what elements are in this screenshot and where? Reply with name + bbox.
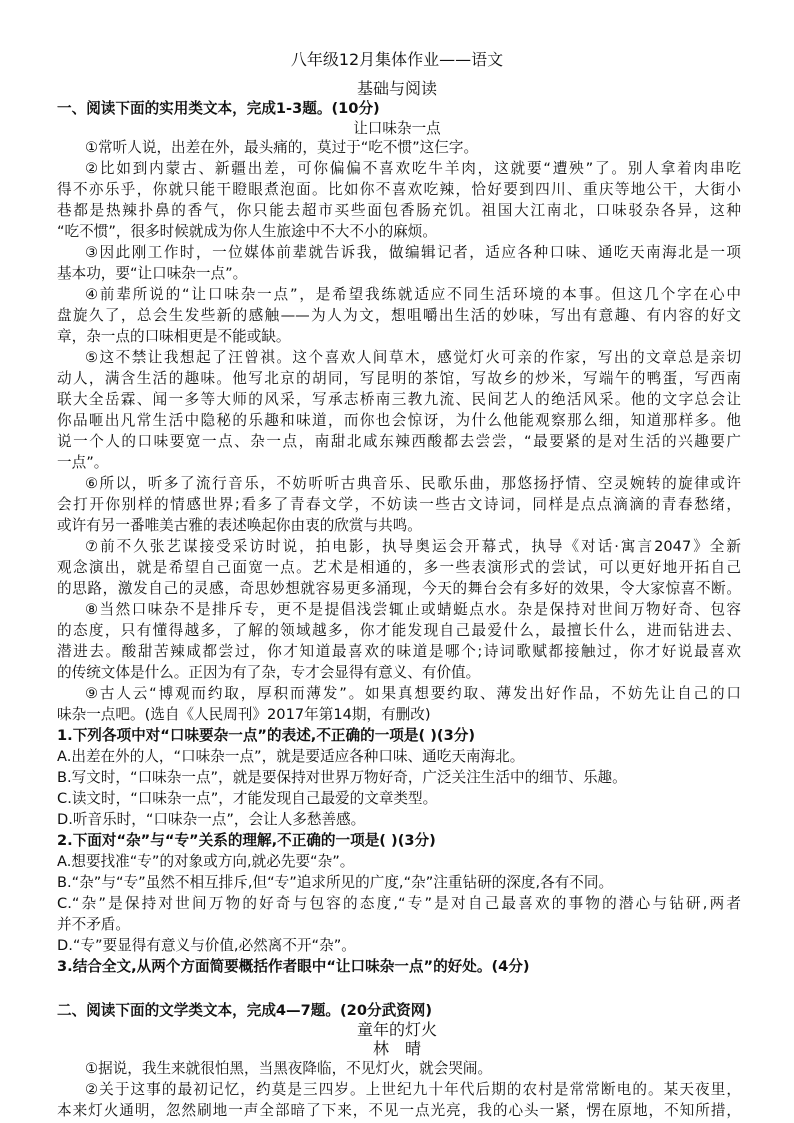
paragraph-line: ⑧当然口味杂不是排斥专，更不是提倡浅尝辄止或蜻蜓点水。杂是保持对世间万物好奇、包容 bbox=[85, 601, 741, 618]
paragraph-line: 章，杂一点的口味相更是不能或缺。 bbox=[57, 328, 291, 345]
paragraph-line: ③因此刚工作时，一位媒体前辈就告诉我，做编辑记者，适应各种口味、通吃天南海北是一项 bbox=[85, 244, 741, 261]
question-1-option-d: D.听音乐时，“口味杂一点”，会让人多愁善感。 bbox=[57, 811, 366, 828]
question-2-stem: 2.下面对“杂”与“专”关系的理解,不正确的一项是( )(3分) bbox=[57, 832, 436, 849]
question-2-option-d: D.“专”要显得有意义与价值,必然离不开“杂”。 bbox=[57, 937, 356, 954]
section2-heading: 二、阅读下面的文学类文本，完成4—7题。(20分武资网) bbox=[57, 1002, 433, 1019]
paragraph-line: ①常听人说，出差在外，最头痛的，莫过于“吃不惯”这仨字。 bbox=[85, 139, 479, 156]
paragraph-line: ⑦前不久张艺谋接受采访时说，拍电影，执导奥运会开幕式，执导《对话·寓言2047》全新 bbox=[85, 538, 741, 555]
question-2-option-a: A.想要找准“专”的对象或方向,就必先要“杂”。 bbox=[57, 853, 355, 870]
paragraph-line: ②关于这事的最初记忆，约莫是三四岁。上世纪九十年代后期的农村是常常断电的。某天夜里， bbox=[85, 1081, 741, 1098]
paragraph-line: 的思路，激发自己的灵感，奇思妙想就容易更多涌现，今天的舞台会有多好的效果，令大家惊喜不断。 bbox=[57, 580, 741, 597]
question-2-option-b: B.“杂”与“专”虽然不相互排斥,但“专”追求所见的广度,“杂”注重钻研的深度,各有不同。 bbox=[57, 874, 614, 891]
paragraph-line: ⑥所以，听多了流行音乐，不妨听听古典音乐、民歌乐曲，那悠扬抒情、空灵婉转的旋律或许 bbox=[85, 475, 741, 492]
paragraph-line: 或许有另一番唯美古雅的表述唤起你由衷的欣赏与共鸣。 bbox=[57, 517, 422, 534]
paragraph-line: ④前辈所说的“让口味杂一点”，是希望我练就适应不同生活环境的本事。但这几个字在心中 bbox=[85, 286, 741, 303]
question-1-option-b: B.写文时，“口味杂一点”，就是要保持对世界万物好奇，广泛关注生活中的细节、乐趣。 bbox=[57, 769, 627, 786]
document-subtitle: 基础与阅读 bbox=[356, 79, 437, 98]
paragraph-line: 味杂一点吧。(选自《人民周刊》2017年第14期，有删改) bbox=[57, 706, 431, 723]
question-2-option-c: C.“杂”是保持对世间万物的好奇与包容的态度,“专”是对自己最喜欢的事物的潜心与钻研,两者 bbox=[57, 895, 741, 912]
paragraph-line: 巷都是热辣扑鼻的香气，你只能去超市买些面包香肠充饥。祖国大江南北，口味驳杂各异，这种 bbox=[57, 202, 741, 219]
question-2-option-c-cont: 并不矛盾。 bbox=[57, 916, 130, 933]
paragraph-line: 得不亦乐乎，你就只能干瞪眼煮泡面。比如你不喜欢吃辣，恰好要到四川、重庆等地公干，大街小 bbox=[57, 181, 741, 198]
article1-title: 让口味杂一点 bbox=[353, 120, 441, 137]
paragraph-line: ⑤这不禁让我想起了汪曾祺。这个喜欢人间草木，感觉灯火可亲的作家，写出的文章总是亲切 bbox=[85, 349, 741, 366]
paragraph-line: 动人，满含生活的趣味。他写北京的胡同，写昆明的茶馆，写故乡的炒米，写端午的鸭蛋，写西南 bbox=[57, 370, 741, 387]
article2-author: 林 晴 bbox=[372, 1039, 421, 1058]
paragraph-line: 潜进去。酸甜苦辣咸都尝过，你才知道最喜欢的味道是哪个;诗词歌赋都接触过，你才好说最喜欢 bbox=[57, 643, 741, 660]
paragraph-line: 本来灯火通明，忽然刷地一声全部暗了下来，不见一点光亮，我的心头一紧，愣在原地，不知所措， bbox=[57, 1102, 741, 1119]
paragraph-line: 的传统文体是什么。正因为有了杂，专才会显得有意义、有价值。 bbox=[57, 664, 481, 681]
section1-heading: 一、阅读下面的实用类文本，完成1-3题。(10分) bbox=[57, 100, 380, 117]
paragraph-line: ①据说，我生来就很怕黑，当黑夜降临，不见灯火，就会哭闹。 bbox=[85, 1060, 493, 1077]
paragraph-line: 会打开你别样的情感世界;看多了青春文学，不妨读一些古文诗词，同样是点点滴滴的青春愁绪， bbox=[57, 496, 741, 513]
paragraph-line: 观念演出，就是希望自己面宽一点。艺术是相通的，多一些表演形式的尝试，可以更好地开拓自己 bbox=[57, 559, 741, 576]
paragraph-line: 基本功，要“让口味杂一点”。 bbox=[57, 265, 248, 282]
paragraph-line: 一点”。 bbox=[57, 454, 109, 471]
paragraph-line: ②比如到内蒙古、新疆出差，可你偏偏不喜欢吃牛羊肉，这就要“遭殃”了。别人拿着肉串吃 bbox=[85, 160, 741, 177]
document-title: 八年级12月集体作业——语文 bbox=[290, 50, 504, 69]
paragraph-line: 的态度，只有懂得越多，了解的领域越多，你才能发现自己最爱什么，最擅长什么，进而钻进去、 bbox=[57, 622, 741, 639]
paragraph-line: 联大全岳霖、闻一多等大师的风采，写承志桥南三教九流、民间艺人的绝活风采。他的文字总会让 bbox=[57, 391, 741, 408]
paragraph-line: ⑨古人云“博观而约取，厚积而薄发”。如果真想要约取、薄发出好作品，不妨先让自己的口 bbox=[85, 685, 741, 702]
paragraph-line: “吃不惯”，很多时候就成为你人生旅途中不大不小的麻烦。 bbox=[57, 223, 437, 240]
question-3-stem: 3.结合全文,从两个方面简要概括作者眼中“让口味杂一点”的好处。(4分) bbox=[57, 958, 530, 975]
paragraph-line: 说一个人的口味要宽一点、杂一点，南甜北咸东辣西酸都去尝尝，“最要紧的是对生活的兴趣要广 bbox=[57, 433, 741, 450]
question-1-stem: 1.下列各项中对“口味要杂一点”的表述,不正确的一项是( )(3分) bbox=[57, 727, 475, 744]
question-1-option-c: C.读文时，“口味杂一点”，才能发现自己最爱的文章类型。 bbox=[57, 790, 438, 807]
paragraph-line: 盘旋久了，总会生发些新的感触——为人为文，想咀嚼出生活的妙味，写出有意趣、有内容的好文 bbox=[57, 307, 741, 324]
paragraph-line: 你品咂出凡常生活中隐秘的乐趣和味道，而你也会惊讶，为什么他能观察那么细，知道那样多。他 bbox=[57, 412, 741, 429]
article2-title: 童年的灯火 bbox=[356, 1020, 437, 1039]
question-1-option-a: A.出差在外的人，“口味杂一点”，就是要适应各种口味、通吃天南海北。 bbox=[57, 748, 525, 765]
